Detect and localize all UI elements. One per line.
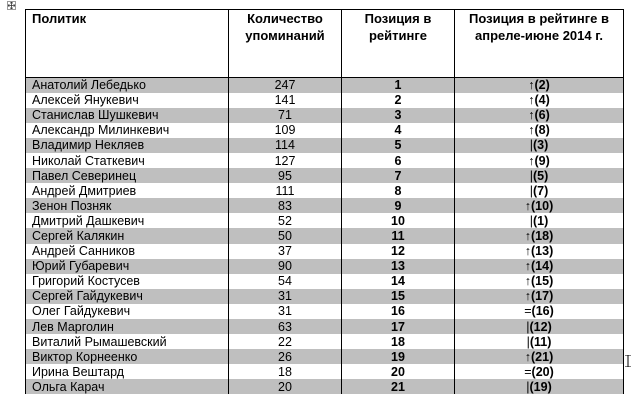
table-row bbox=[26, 168, 624, 183]
cell-mentions[interactable]: 20 bbox=[229, 379, 342, 394]
cell-prev-position[interactable] bbox=[455, 289, 624, 304]
cell-politician-name[interactable]: Андрей Санников bbox=[26, 244, 229, 259]
cell-position[interactable]: 14 bbox=[342, 274, 455, 289]
cell-position[interactable]: 2 bbox=[342, 93, 455, 108]
cell-mentions[interactable]: 63 bbox=[229, 319, 342, 334]
cell-mentions[interactable]: 83 bbox=[229, 198, 342, 213]
cell-mentions[interactable]: 111 bbox=[229, 183, 342, 198]
cell-prev-position[interactable] bbox=[455, 138, 624, 153]
prev-position-value: (18) bbox=[531, 228, 554, 243]
cell-prev-position[interactable] bbox=[455, 183, 624, 198]
cell-politician-name[interactable]: Виктор Корнеенко bbox=[26, 349, 229, 364]
trend-indicator-icon: ↑ bbox=[524, 228, 531, 243]
cell-politician-name[interactable]: Александр Милинкевич bbox=[26, 123, 229, 138]
cell-mentions[interactable]: 114 bbox=[229, 138, 342, 153]
cell-mentions[interactable]: 52 bbox=[229, 213, 342, 228]
cell-politician-name[interactable]: Виталий Рымашевский bbox=[26, 334, 229, 349]
cell-politician-name[interactable]: Олег Гайдукевич bbox=[26, 304, 229, 319]
cell-mentions[interactable]: 18 bbox=[229, 364, 342, 379]
cell-position[interactable]: 9 bbox=[342, 198, 455, 213]
cell-prev-position[interactable] bbox=[455, 334, 624, 349]
cell-mentions[interactable]: 95 bbox=[229, 168, 342, 183]
cell-politician-name[interactable]: Дмитрий Дашкевич bbox=[26, 213, 229, 228]
header-politician[interactable]: Политик bbox=[26, 10, 229, 78]
cell-politician-name[interactable]: Станислав Шушкевич bbox=[26, 108, 229, 123]
cell-mentions[interactable]: 31 bbox=[229, 304, 342, 319]
table-row bbox=[26, 319, 624, 334]
trend-indicator-icon: | bbox=[529, 138, 533, 153]
cell-position[interactable]: 11 bbox=[342, 228, 455, 243]
table-row bbox=[26, 349, 624, 364]
trend-indicator-icon: | bbox=[526, 319, 530, 334]
cell-prev-position[interactable] bbox=[455, 228, 624, 243]
trend-indicator-icon: = bbox=[524, 364, 532, 379]
cell-position[interactable]: 17 bbox=[342, 319, 455, 334]
cell-position[interactable]: 6 bbox=[342, 153, 455, 168]
cell-politician-name[interactable]: Владимир Некляев bbox=[26, 138, 229, 153]
table-row bbox=[26, 108, 624, 123]
prev-position-value: (11) bbox=[529, 334, 552, 349]
cell-position[interactable]: 3 bbox=[342, 108, 455, 123]
trend-indicator-icon: ↑ bbox=[524, 198, 531, 213]
cell-mentions[interactable]: 37 bbox=[229, 244, 342, 259]
cell-mentions[interactable]: 247 bbox=[229, 78, 342, 93]
prev-position-value: (14) bbox=[531, 259, 554, 274]
cell-politician-name[interactable]: Лев Марголин bbox=[26, 319, 229, 334]
table-row bbox=[26, 198, 624, 213]
cell-prev-position[interactable] bbox=[455, 168, 624, 183]
table-row bbox=[26, 304, 624, 319]
cell-mentions[interactable]: 54 bbox=[229, 274, 342, 289]
cell-mentions[interactable]: 90 bbox=[229, 259, 342, 274]
cell-position[interactable]: 19 bbox=[342, 349, 455, 364]
cell-politician-name[interactable]: Ирина Вештард bbox=[26, 364, 229, 379]
table-row bbox=[26, 123, 624, 138]
table-row bbox=[26, 138, 624, 153]
cell-prev-position[interactable] bbox=[455, 274, 624, 289]
prev-position-value: (13) bbox=[531, 244, 554, 259]
trend-indicator-icon: ↑ bbox=[524, 274, 531, 289]
prev-position-value: (3) bbox=[532, 138, 549, 153]
prev-position-value: (17) bbox=[531, 289, 554, 304]
cell-position[interactable]: 16 bbox=[342, 304, 455, 319]
prev-position-value: (12) bbox=[529, 319, 552, 334]
trend-indicator-icon: | bbox=[529, 213, 533, 228]
cell-politician-name[interactable]: Алексей Янукевич bbox=[26, 93, 229, 108]
cell-prev-position[interactable] bbox=[455, 379, 624, 394]
cell-mentions[interactable]: 50 bbox=[229, 228, 342, 243]
cell-prev-position[interactable] bbox=[455, 93, 624, 108]
trend-indicator-icon: | bbox=[529, 168, 533, 183]
cell-position[interactable]: 13 bbox=[342, 259, 455, 274]
text-cursor-icon bbox=[625, 355, 631, 367]
prev-position-value: (19) bbox=[529, 379, 552, 394]
cell-position[interactable]: 7 bbox=[342, 168, 455, 183]
cell-mentions[interactable]: 141 bbox=[229, 93, 342, 108]
trend-indicator-icon: | bbox=[526, 334, 530, 349]
cell-prev-position[interactable] bbox=[455, 259, 624, 274]
trend-indicator-icon: | bbox=[526, 379, 530, 394]
cell-politician-name[interactable]: Павел Северинец bbox=[26, 168, 229, 183]
table-row bbox=[26, 274, 624, 289]
cell-politician-name[interactable]: Сергей Гайдукевич bbox=[26, 289, 229, 304]
prev-position-value: (20) bbox=[531, 364, 554, 379]
prev-position-value: (15) bbox=[531, 274, 554, 289]
trend-indicator-icon: ↑ bbox=[528, 123, 535, 138]
cell-prev-position[interactable] bbox=[455, 244, 624, 259]
cell-position[interactable]: 21 bbox=[342, 379, 455, 394]
cell-prev-position[interactable] bbox=[455, 78, 624, 93]
trend-indicator-icon: ↑ bbox=[528, 93, 535, 108]
cell-mentions[interactable]: 109 bbox=[229, 123, 342, 138]
trend-indicator-icon: ↑ bbox=[528, 78, 535, 93]
cell-prev-position[interactable] bbox=[455, 153, 624, 168]
trend-indicator-icon: = bbox=[524, 304, 532, 319]
table-row bbox=[26, 244, 624, 259]
cell-mentions[interactable]: 71 bbox=[229, 108, 342, 123]
table-row bbox=[26, 289, 624, 304]
table-row bbox=[26, 213, 624, 228]
cell-politician-name[interactable]: Андрей Дмитриев bbox=[26, 183, 229, 198]
cell-position[interactable]: 10 bbox=[342, 213, 455, 228]
cell-mentions[interactable]: 31 bbox=[229, 289, 342, 304]
trend-indicator-icon: ↑ bbox=[524, 289, 531, 304]
cell-prev-position[interactable] bbox=[455, 123, 624, 138]
cell-politician-name[interactable]: Анатолий Лебедько bbox=[26, 78, 229, 93]
prev-position-value: (21) bbox=[531, 349, 554, 364]
cell-politician-name[interactable]: Юрий Губаревич bbox=[26, 259, 229, 274]
table-row bbox=[26, 364, 624, 379]
table-row bbox=[26, 93, 624, 108]
cell-prev-position[interactable] bbox=[455, 364, 624, 379]
cell-prev-position[interactable] bbox=[455, 349, 624, 364]
cell-politician-name[interactable]: Зенон Позняк bbox=[26, 198, 229, 213]
table-row bbox=[26, 259, 624, 274]
table-row bbox=[26, 379, 624, 394]
prev-position-value: (7) bbox=[532, 183, 549, 198]
prev-position-value: (4) bbox=[534, 93, 550, 108]
cell-politician-name[interactable]: Ольга Карач bbox=[26, 379, 229, 394]
cell-prev-position[interactable] bbox=[455, 304, 624, 319]
cell-position[interactable]: 15 bbox=[342, 289, 455, 304]
cell-prev-position[interactable] bbox=[455, 198, 624, 213]
header-mentions[interactable]: Количество упоминаний bbox=[229, 10, 342, 78]
cell-politician-name[interactable]: Николай Статкевич bbox=[26, 153, 229, 168]
cell-position[interactable]: 18 bbox=[342, 334, 455, 349]
cell-position[interactable]: 5 bbox=[342, 138, 455, 153]
cell-prev-position[interactable] bbox=[455, 319, 624, 334]
cell-mentions[interactable]: 127 bbox=[229, 153, 342, 168]
politician-rating-table bbox=[25, 9, 624, 394]
cell-position[interactable]: 12 bbox=[342, 244, 455, 259]
trend-indicator-icon: ↑ bbox=[528, 153, 535, 168]
prev-position-value: (6) bbox=[534, 108, 550, 123]
table-row bbox=[26, 183, 624, 198]
prev-position-value: (10) bbox=[531, 198, 554, 213]
prev-position-value: (9) bbox=[534, 153, 550, 168]
header-prev-position[interactable]: Позиция в рейтинге в апреле-июне 2014 г. bbox=[455, 10, 624, 78]
cell-politician-name[interactable]: Сергей Калякин bbox=[26, 228, 229, 243]
cell-prev-position[interactable] bbox=[455, 108, 624, 123]
trend-indicator-icon: | bbox=[529, 183, 533, 198]
table-row bbox=[26, 228, 624, 243]
cell-politician-name[interactable]: Григорий Костусев bbox=[26, 274, 229, 289]
prev-position-value: (8) bbox=[534, 123, 550, 138]
cell-position[interactable]: 4 bbox=[342, 123, 455, 138]
cell-mentions[interactable]: 26 bbox=[229, 349, 342, 364]
header-position[interactable]: Позиция в рейтинге bbox=[342, 10, 455, 78]
cell-position[interactable]: 8 bbox=[342, 183, 455, 198]
cell-mentions[interactable]: 22 bbox=[229, 334, 342, 349]
table-row bbox=[26, 153, 624, 168]
cell-prev-position[interactable] bbox=[455, 213, 624, 228]
prev-position-value: (16) bbox=[531, 304, 554, 319]
trend-indicator-icon: ↑ bbox=[524, 259, 531, 274]
table-header-row bbox=[26, 10, 624, 78]
table-row bbox=[26, 78, 624, 93]
trend-indicator-icon: ↑ bbox=[524, 244, 531, 259]
trend-indicator-icon: ↑ bbox=[528, 108, 535, 123]
cell-position[interactable]: 1 bbox=[342, 78, 455, 93]
table-row bbox=[26, 334, 624, 349]
trend-indicator-icon: ↑ bbox=[524, 349, 531, 364]
prev-position-value: (1) bbox=[532, 213, 549, 228]
cell-position[interactable]: 20 bbox=[342, 364, 455, 379]
prev-position-value: (5) bbox=[532, 168, 549, 183]
prev-position-value: (2) bbox=[534, 78, 550, 93]
table-move-handle-icon[interactable] bbox=[7, 1, 16, 10]
